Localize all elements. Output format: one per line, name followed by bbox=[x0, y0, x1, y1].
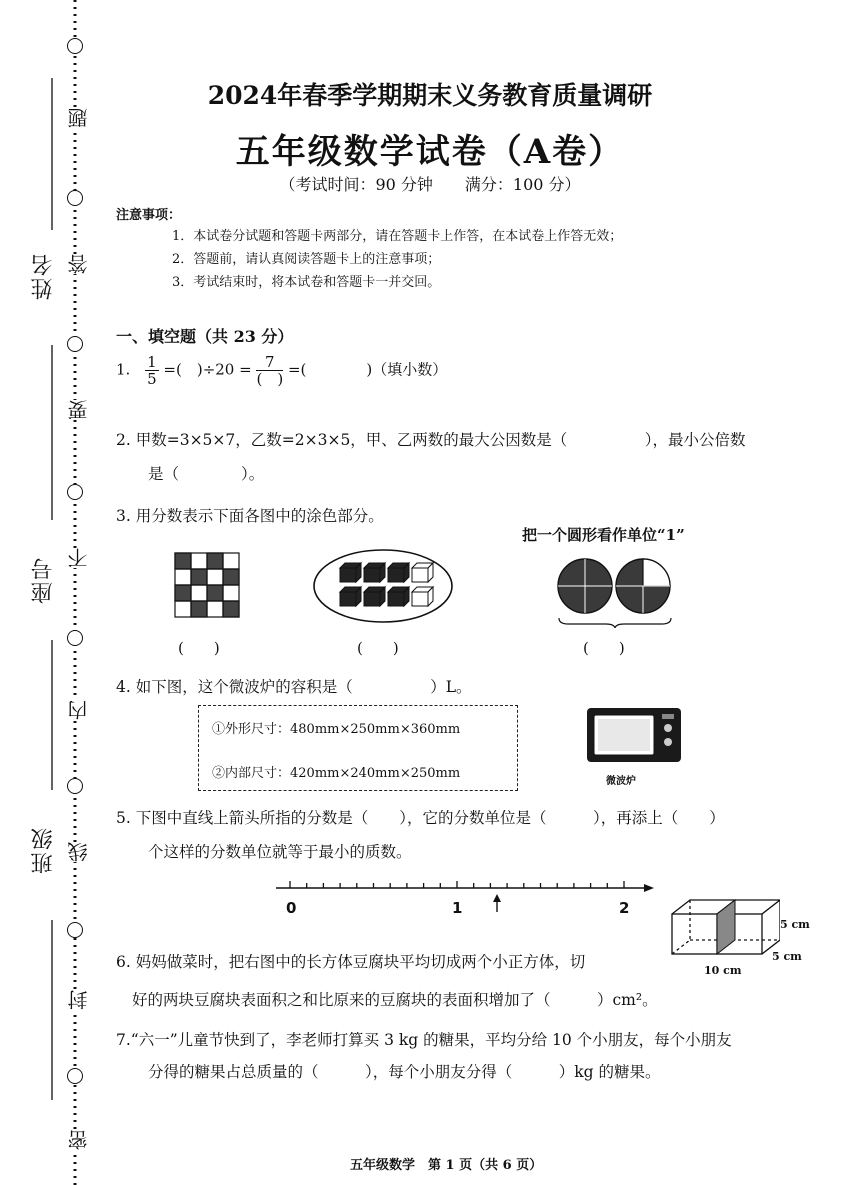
question-7-line-2: 分得的糖果占总质量的（ ），每个小朋友分得（ ）kg 的糖果。 bbox=[148, 1063, 661, 1081]
question-2-line-2: 是（ ）。 bbox=[148, 465, 265, 483]
q1-frac2-den: ( ) bbox=[256, 370, 284, 388]
question-7-line-1: 7.“六一”儿童节快到了，李老师打算买 3 kg 的糖果，平均分给 10 个小朋友，每个小朋友 bbox=[116, 1031, 732, 1049]
q3-blank-2: ( ) bbox=[357, 639, 399, 657]
number-line-tick-2: 2 bbox=[619, 899, 630, 917]
tofu-height-label: 5 cm bbox=[780, 918, 810, 931]
q4-outer-dimensions: ①外形尺寸：480mm×250mm×360mm bbox=[212, 722, 461, 737]
notes-heading: 注意事项： bbox=[116, 208, 182, 223]
tofu-width-label: 5 cm bbox=[772, 950, 802, 963]
section-heading: 一、填空题（共 23 分） bbox=[116, 327, 294, 346]
q1-frac1-den: 5 bbox=[147, 370, 157, 388]
seal-char: 题 bbox=[64, 108, 93, 128]
seal-char: 线 bbox=[64, 842, 93, 862]
q3-blank-3: ( ) bbox=[583, 639, 625, 657]
paper-title: 五年级数学试卷（A卷） bbox=[235, 132, 625, 172]
binding-ring bbox=[67, 484, 83, 500]
tofu-length-label: 10 cm bbox=[704, 964, 742, 977]
q3-circles-figure bbox=[556, 556, 674, 628]
binding-ring bbox=[67, 630, 83, 646]
question-5-line-2: 个这样的分数单位就等于最小的质数。 bbox=[148, 843, 412, 861]
seat-label: 座号 bbox=[31, 556, 56, 604]
tofu-cuboid-figure bbox=[664, 892, 780, 962]
question-6-line-1: 6. 妈妈做菜时，把右图中的长方体豆腐块平均切成两个小正方体，切 bbox=[116, 953, 586, 971]
q3-caption: 把一个圆形看作单位“1” bbox=[522, 526, 685, 544]
binding-ring bbox=[67, 922, 83, 938]
seal-char: 不 bbox=[64, 548, 93, 568]
seal-char: 密 bbox=[64, 1130, 93, 1150]
question-5-line-1: 5. 下图中直线上箭头所指的分数是（ ），它的分数单位是（ ），再添上（ ） bbox=[116, 809, 725, 827]
binding-ring bbox=[67, 778, 83, 794]
exam-info: （考试时间：90 分钟 满分：100 分） bbox=[279, 175, 581, 194]
q3-blank-1: ( ) bbox=[178, 639, 220, 657]
page-footer: 五年级数学 第 1 页（共 6 页） bbox=[350, 1158, 543, 1173]
seal-char: 封 bbox=[64, 990, 93, 1010]
q1-frac1-num: 1 bbox=[147, 353, 157, 371]
q1-tail: =( )（填小数） bbox=[287, 360, 448, 379]
q1-mid: =( )÷20 = bbox=[163, 360, 252, 379]
binding-ring bbox=[67, 336, 83, 352]
class-label: 班级 bbox=[31, 826, 56, 874]
question-4: 4. 如下图，这个微波炉的容积是（ ）L。 bbox=[116, 678, 472, 696]
binding-ring bbox=[67, 38, 83, 54]
number-line-tick-1: 1 bbox=[452, 899, 463, 917]
q3-cubes-figure bbox=[312, 548, 454, 624]
binding-ring bbox=[67, 1068, 83, 1084]
number-line-tick-0: 0 bbox=[286, 899, 297, 917]
seal-char: 内 bbox=[64, 700, 93, 720]
question-1 bbox=[116, 354, 447, 387]
q4-inner-dimensions: ②内部尺寸：420mm×240mm×250mm bbox=[212, 766, 461, 781]
q3-grid-figure bbox=[174, 552, 240, 618]
note-item: 2．答题前，请认真阅读答题卡上的注意事项； bbox=[172, 252, 441, 267]
number-line bbox=[272, 872, 658, 922]
seal-char: 答 bbox=[64, 254, 93, 274]
question-6-line-2: 好的两块豆腐块表面积之和比原来的豆腐块的表面积增加了（ ）cm²。 bbox=[132, 991, 658, 1009]
q1-number: 1. bbox=[116, 360, 131, 379]
note-item: 1．本试卷分试题和答题卡两部分，请在答题卡上作答，在本试卷上作答无效； bbox=[172, 229, 623, 244]
exam-title: 2024年春季学期期末义务教育质量调研 bbox=[207, 81, 653, 110]
question-3: 3. 用分数表示下面各图中的涂色部分。 bbox=[116, 507, 384, 525]
note-item: 3．考试结束时，将本试卷和答题卡一并交回。 bbox=[172, 275, 441, 290]
name-label: 姓名 bbox=[31, 252, 56, 300]
q1-fraction-2 bbox=[256, 354, 283, 387]
microwave-label: 微波炉 bbox=[606, 776, 636, 787]
q1-frac2-num: 7 bbox=[256, 354, 283, 371]
microwave-image bbox=[584, 704, 684, 766]
q1-fraction-1 bbox=[145, 354, 159, 387]
seal-char: 要 bbox=[64, 400, 93, 420]
question-2-line-1: 2. 甲数=3×5×7，乙数=2×3×5，甲、乙两数的最大公因数是（ ），最小公倍数 bbox=[116, 431, 746, 449]
